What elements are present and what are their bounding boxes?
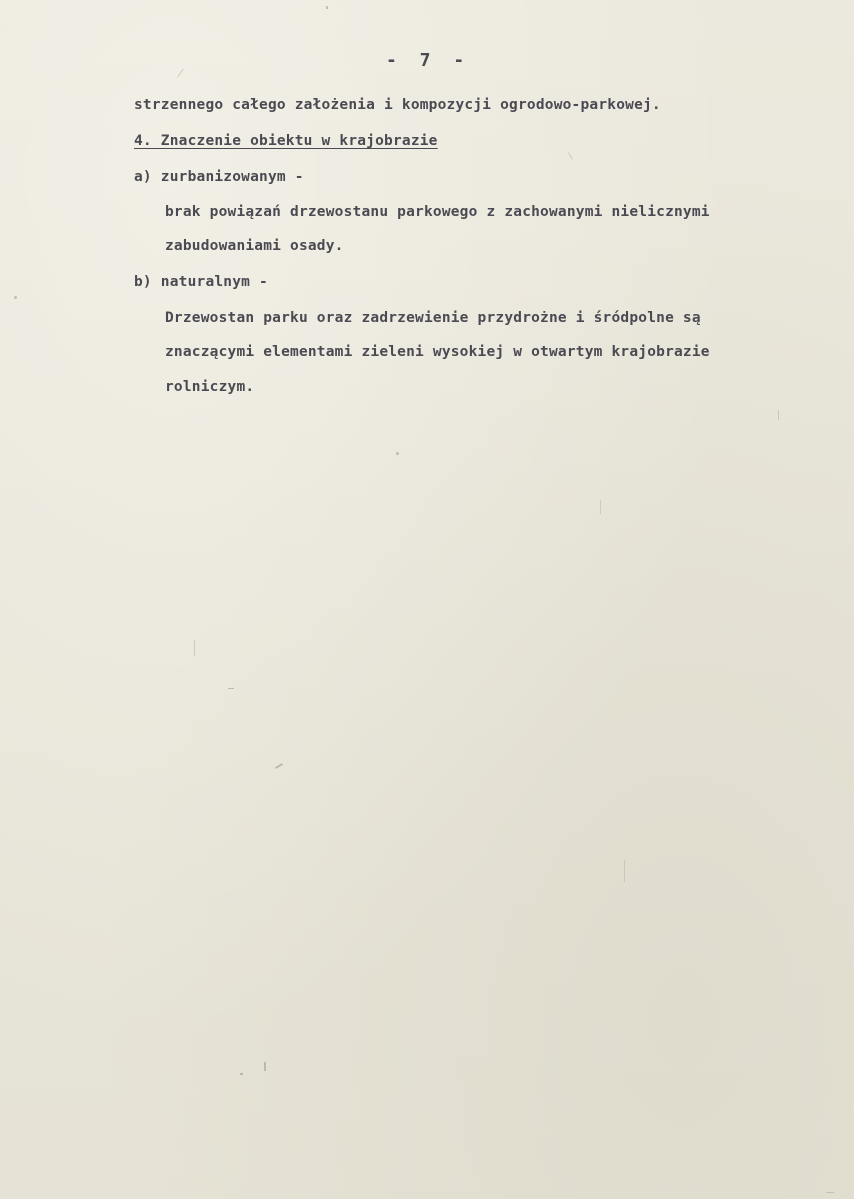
section-heading: 4. Znaczenie obiektu w krajobrazie (134, 133, 438, 149)
item-b-text-line-2: znaczącymi elementami zieleni wysokiej w otwartym krajobrazie (165, 344, 710, 360)
item-b-text-line-1: Drzewostan parku oraz zadrzewienie przydrożne i śródpolne są (165, 310, 701, 326)
paper-speck (568, 152, 573, 159)
paper-speck (14, 296, 17, 299)
paper-speck (396, 452, 399, 455)
item-b-text-line-3: rolniczym. (165, 379, 255, 395)
item-a-text-line-1: brak powiązań drzewostanu parkowego z zachowanymi nielicznymi (165, 204, 710, 220)
paper-speck (228, 688, 234, 689)
paper-speck (826, 1192, 834, 1193)
paper-speck (264, 1062, 266, 1071)
item-b-label: b) naturalnym - (134, 274, 268, 290)
paper-speck (194, 640, 195, 656)
paper-speck (600, 500, 601, 514)
text-line-continuation: strzennego całego założenia i kompozycji ogrodowo-parkowej. (134, 97, 661, 113)
item-a-text-line-2: zabudowaniami osady. (165, 238, 344, 254)
paper-speck (326, 6, 328, 9)
paper-speck (778, 410, 779, 420)
paper-speck (240, 1073, 243, 1075)
paper-speck (275, 763, 283, 769)
page-number: - 7 - (386, 50, 471, 71)
paper-speck (624, 860, 625, 882)
item-a-label: a) zurbanizowanym - (134, 169, 304, 185)
paper-speck (177, 69, 184, 78)
